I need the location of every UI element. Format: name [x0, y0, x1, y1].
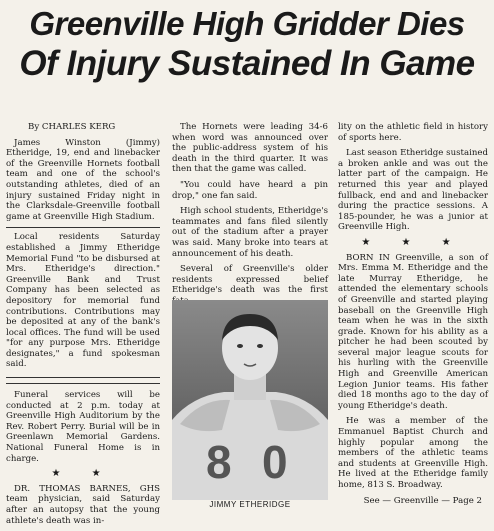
- col1-paragraph-1: James Winston (Jimmy) Etheridge, 19, end and linebacker of the Greenville Hornets football team and one of the school's outstanding athletes, died of an injury sustained Friday night in the Clarksdale-Greenville football game at Greenville High Stadium.: [6, 137, 160, 222]
- col1-paragraph-2: Local residents Saturday established a Jimmy Etheridge Memorial Fund "to be disbursed at Mrs. Etheridge's direction." Greenville Bank and Trust Company has been selected as depository for memorial fund contributions. Contributions may be deposited at any of the bank's local offices. The fund will be used "for any purpose Mrs. Etheridge designates," a fund spokesman said.: [6, 232, 160, 370]
- col2-paragraph-1: The Hornets were leading 34-6 when word was announced over the public-address system of his death in the third quarter. It was then that the game was called.: [172, 122, 328, 175]
- memorial-fund-box: [6, 227, 160, 378]
- jump-line: See — Greenville — Page 2: [363, 495, 482, 506]
- photo-caption: JIMMY ETHERIDGE: [172, 500, 328, 509]
- divider: [6, 383, 160, 384]
- svg-text:0: 0: [262, 436, 288, 488]
- col1-paragraph-3: Funeral services will be conducted at 2 p.m. today at Greenville High Auditorium by the Rev. Robert Perry. Burial will be in Greenlawn Memorial Gardens. National Funeral Home is in charge.: [6, 390, 160, 464]
- byline: By CHARLES KERG: [28, 122, 116, 132]
- col3-paragraph-4: He was a member of the Emmanuel Baptist Church and highly popular among the members of the athletic teams and students at Greenville High. He lived at the Etheridge family home, 813 S. Broadway.: [338, 416, 488, 490]
- player-photo: [172, 300, 328, 500]
- headline: [6, 4, 488, 84]
- col2-paragraph-3: High school students, Etheridge's teammates and fans filed silently out of the stadium after a prayer was said. Many broke into tears at announcement of his death.: [172, 206, 328, 259]
- player-photo-illustration: [172, 300, 328, 500]
- star-separator: ★ ★ ★: [361, 236, 465, 248]
- svg-text:8: 8: [206, 436, 232, 488]
- col3-paragraph-3: BORN IN Greenville, a son of Mrs. Emma M. Etheridge and the late Murray Etheridge, he attended the elementary schools of Greenville and started playing baseball on the Greenville High team when he was in the sixth grade. Known for his ability as a pitcher he had been scouted by several major league scouts for his hurling with the Greenville High and Greenville American Legion Junior teams. His father died 18 months ago to the day of young Etheridge's death.: [338, 252, 488, 411]
- col1-paragraph-4: DR. THOMAS BARNES, GHS team physician, said Saturday after an autopsy that the young athlete's death was in-: [6, 483, 160, 526]
- col2-paragraph-4: Several of Greenville's older residents expressed belief Etheridge's death was the first: [172, 264, 328, 296]
- col2-paragraph-2: "You could have heard a pin drop," one fan said.: [172, 179, 328, 201]
- headline-line-1: Greenville High Gridder Dies: [29, 5, 465, 42]
- col3-paragraph-1: lity on the athletic field in history of sports here.: [338, 122, 488, 143]
- column-3: [338, 122, 488, 511]
- column-1: [6, 122, 160, 531]
- star-separator: ★ ★: [51, 468, 115, 480]
- col3-paragraph-2: Last season Etheridge sustained a broken ankle and was out the latter part of the campaign. He returned this year and played fullback, end and and linebacker during the practice sessions. A 185-pounder, he was a junior at Greenville High.: [338, 148, 488, 233]
- column-2: [172, 122, 328, 326]
- headline-line-2: Of Injury Sustained In Game: [19, 44, 475, 83]
